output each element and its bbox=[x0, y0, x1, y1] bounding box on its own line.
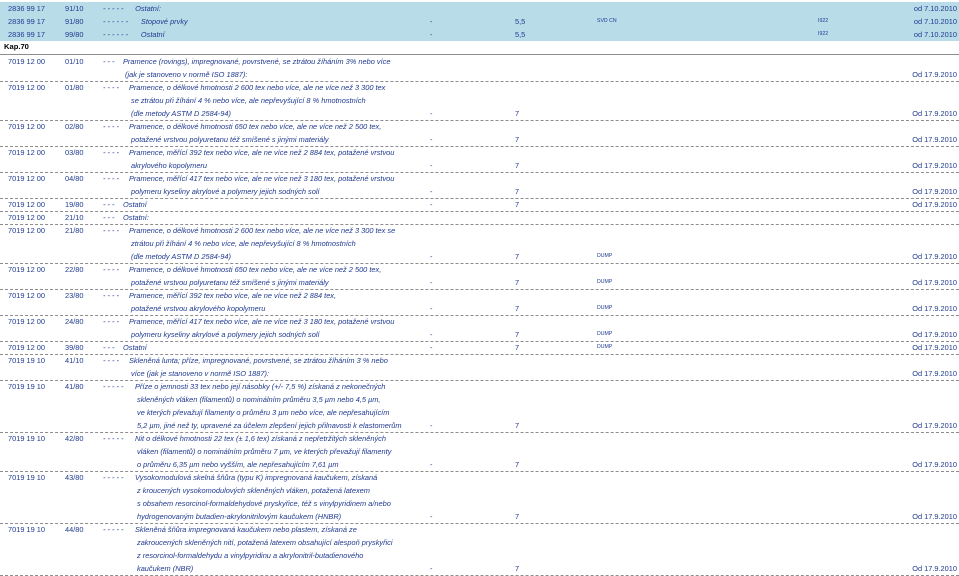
valid-from-date: od 7.10.2010 bbox=[913, 4, 957, 13]
description-text: Skleněná lunta; příze, impregnované, povrstvené, se ztrátou žíháním 3 % nebo bbox=[129, 356, 388, 365]
indent-dashes: - - - - - bbox=[103, 473, 124, 482]
duty-rate: 7 bbox=[515, 252, 520, 261]
description-text: 5,2 µm, jiné než ty, upravené za účelem zlepšení jejich přilnavosti k elastomerům bbox=[137, 421, 402, 430]
table-row bbox=[0, 211, 959, 224]
indent-dashes: - - - - bbox=[103, 291, 120, 300]
commodity-code: 7019 12 00 bbox=[8, 343, 45, 352]
duty-rate: 7 bbox=[515, 460, 520, 469]
rate-dash: - bbox=[430, 17, 433, 26]
indent-dashes: - - - bbox=[103, 213, 115, 222]
commodity-code: 7019 12 00 bbox=[8, 265, 45, 274]
duty-rate: 7 bbox=[515, 135, 520, 144]
duty-rate: 7 bbox=[515, 564, 520, 573]
valid-from-date: Od 17.9.2010 bbox=[912, 135, 957, 144]
rate-dash: - bbox=[430, 109, 433, 118]
indent-dashes: - - - - - - bbox=[103, 30, 129, 39]
commodity-code: 7019 19 10 bbox=[8, 525, 45, 534]
description-text: více (jak je stanoveno v normě ISO 1887): bbox=[131, 369, 270, 378]
taric-suffix: 43/80 bbox=[65, 473, 84, 482]
duty-rate: 5,5 bbox=[515, 30, 526, 39]
table-row bbox=[0, 367, 959, 380]
description-text: Pramence, měřící 417 tex nebo více, ale ne více než 3 180 tex, potažené vrstvou bbox=[129, 174, 395, 183]
table-row bbox=[0, 94, 959, 107]
table-row bbox=[0, 549, 959, 562]
rate-dash: - bbox=[430, 460, 433, 469]
indent-dashes: - - - - bbox=[103, 174, 120, 183]
header-row bbox=[0, 28, 959, 41]
rate-dash: - bbox=[430, 161, 433, 170]
valid-from-date: od 7.10.2010 bbox=[913, 17, 957, 26]
valid-from-date: Od 17.9.2010 bbox=[912, 304, 957, 313]
indent-dashes: - - - - - bbox=[103, 4, 124, 13]
taric-suffix: 91/80 bbox=[65, 17, 84, 26]
description-text: (dle metody ASTM D 2584-94) bbox=[131, 252, 231, 261]
indent-dashes: - - - - bbox=[103, 148, 120, 157]
taric-suffix: 22/80 bbox=[65, 265, 84, 274]
duty-rate: 7 bbox=[515, 512, 520, 521]
valid-from-date: Od 17.9.2010 bbox=[912, 70, 957, 79]
taric-suffix: 03/80 bbox=[65, 148, 84, 157]
commodity-code: 7019 12 00 bbox=[8, 148, 45, 157]
table-row bbox=[0, 445, 959, 458]
description-text: s obsahem resorcinol-formaldehydové pryskyřice, též s vinylpyridinem a/nebo bbox=[137, 499, 391, 508]
table-row bbox=[0, 133, 959, 146]
taric-suffix: 19/80 bbox=[65, 200, 84, 209]
description-text: ve kterých převažují filamenty o průměru 3 µm nebo více, ale nepřesahujícím bbox=[137, 408, 390, 417]
table-row bbox=[0, 497, 959, 510]
description-text: hydrogenovaným butadien-akrylonitrilovým kaučukem (HNBR) bbox=[137, 512, 342, 521]
table-row bbox=[0, 419, 959, 432]
table-row bbox=[0, 510, 959, 523]
valid-from-date: Od 17.9.2010 bbox=[912, 564, 957, 573]
indent-dashes: - - - - - - bbox=[103, 17, 129, 26]
taric-suffix: 39/80 bbox=[65, 343, 84, 352]
indent-dashes: - - - - bbox=[103, 317, 120, 326]
description-text: Ostatní: bbox=[123, 213, 149, 222]
indent-dashes: - - - bbox=[103, 57, 115, 66]
valid-from-date: Od 17.9.2010 bbox=[912, 460, 957, 469]
taric-suffix: 21/80 bbox=[65, 226, 84, 235]
table-row bbox=[0, 81, 959, 94]
table-row bbox=[0, 458, 959, 471]
description-text: potažené vrstvou polyuretanu též smíšené s jinými materiály bbox=[131, 278, 329, 287]
description-text: Pramence, měřící 392 tex nebo více, ale ne více než 2 884 tex, bbox=[129, 291, 337, 300]
commodity-code: 7019 12 00 bbox=[8, 122, 45, 131]
indent-dashes: - - - bbox=[103, 343, 115, 352]
taric-suffix: 91/10 bbox=[65, 4, 84, 13]
taric-suffix: 02/80 bbox=[65, 122, 84, 131]
indent-dashes: - - - - bbox=[103, 122, 120, 131]
commodity-code: 7019 19 10 bbox=[8, 473, 45, 482]
table-row bbox=[0, 354, 959, 367]
measure-tag: DUMP bbox=[597, 279, 613, 285]
rate-dash: - bbox=[430, 135, 433, 144]
table-row bbox=[0, 328, 959, 341]
duty-rate: 7 bbox=[515, 421, 520, 430]
table-row bbox=[0, 393, 959, 406]
commodity-code: 7019 12 00 bbox=[8, 174, 45, 183]
header-row bbox=[0, 15, 959, 28]
valid-from-date: Od 17.9.2010 bbox=[912, 278, 957, 287]
valid-from-date: Od 17.9.2010 bbox=[912, 187, 957, 196]
description-text: Ostatní: bbox=[135, 4, 161, 13]
table-row bbox=[0, 55, 959, 68]
description-text: o průměru 6,35 µm nebo vyšším, ale nepřesahujícím 7,61 µm bbox=[137, 460, 339, 469]
taric-suffix: 04/80 bbox=[65, 174, 84, 183]
description-text: kaučukem (NBR) bbox=[137, 564, 194, 573]
rate-dash: - bbox=[430, 421, 433, 430]
measure-tag: DUMP bbox=[597, 253, 613, 259]
valid-from-date: Od 17.9.2010 bbox=[912, 330, 957, 339]
indent-dashes: - - - - bbox=[103, 356, 120, 365]
description-text: Skleněná šňůra impregnovaná kaučukem nebo plastem, získaná ze bbox=[135, 525, 357, 534]
taric-suffix: 24/80 bbox=[65, 317, 84, 326]
valid-from-date: Od 17.9.2010 bbox=[912, 343, 957, 352]
table-row bbox=[0, 484, 959, 497]
description-text: Pramence, měřící 392 tex nebo více, ale ne více než 2 884 tex, potažené vrstvou bbox=[129, 148, 395, 157]
description-text: Pramence, o délkové hmotnosti 2 600 tex nebo více, ale ne více než 3 300 tex bbox=[129, 83, 386, 92]
taric-suffix: 41/10 bbox=[65, 356, 84, 365]
commodity-code: 7019 12 00 bbox=[8, 200, 45, 209]
indent-dashes: - - - bbox=[103, 200, 115, 209]
description-text: z kroucených vysokomodulových skleněných vláken, potažená latexem bbox=[137, 486, 370, 495]
table-row bbox=[0, 224, 959, 237]
table-row bbox=[0, 263, 959, 276]
measure-tag: DUMP bbox=[597, 331, 613, 337]
indent-dashes: - - - - - bbox=[103, 525, 124, 534]
table-row bbox=[0, 406, 959, 419]
commodity-code: 7019 19 10 bbox=[8, 434, 45, 443]
valid-from-date: Od 17.9.2010 bbox=[912, 200, 957, 209]
description-text: Pramence, o délkové hmotnosti 2 600 tex nebo více, ale ne více než 3 300 tex se bbox=[129, 226, 396, 235]
duty-rate: 7 bbox=[515, 109, 520, 118]
description-text: potažené vrstvou akrylového kopolymeru bbox=[131, 304, 266, 313]
commodity-code: 2836 99 17 bbox=[8, 17, 45, 26]
table-row bbox=[0, 185, 959, 198]
rate-dash: - bbox=[430, 30, 433, 39]
rate-dash: - bbox=[430, 278, 433, 287]
indent-dashes: - - - - - bbox=[103, 434, 124, 443]
duty-rate: 7 bbox=[515, 187, 520, 196]
valid-from-date: Od 17.9.2010 bbox=[912, 161, 957, 170]
description-text: (dle metody ASTM D 2584-94) bbox=[131, 109, 231, 118]
description-text: z resorcinol-formaldehydu a vinylpyridinu a akrylonitril-butadienového bbox=[137, 551, 364, 560]
table-row bbox=[0, 237, 959, 250]
taric-suffix: 41/80 bbox=[65, 382, 84, 391]
table-row bbox=[0, 315, 959, 328]
table-row bbox=[0, 341, 959, 354]
table-row bbox=[0, 276, 959, 289]
valid-from-date: Od 17.9.2010 bbox=[912, 109, 957, 118]
description-text: Vysokomodulová skelná šňůra (typu K) impregnovaná kaučukem, získaná bbox=[135, 473, 378, 482]
footnote-code: I922 bbox=[818, 18, 829, 24]
description-text: ztrátou při žíhání 4 % nebo více, ale nepřevyšující 8 % hmotnostních bbox=[131, 239, 356, 248]
description-text: akrylového kopolymeru bbox=[131, 161, 207, 170]
duty-rate: 7 bbox=[515, 330, 520, 339]
rate-dash: - bbox=[430, 187, 433, 196]
table-row bbox=[0, 198, 959, 211]
description-text: polymeru kyseliny akrylové a polymery jejich sodných solí bbox=[131, 187, 320, 196]
indent-dashes: - - - - - bbox=[103, 382, 124, 391]
table-row bbox=[0, 302, 959, 315]
description-text: Ostatní bbox=[123, 343, 147, 352]
commodity-code: 7019 12 00 bbox=[8, 213, 45, 222]
valid-from-date: od 7.10.2010 bbox=[913, 30, 957, 39]
commodity-code: 7019 12 00 bbox=[8, 57, 45, 66]
measure-tag: DUMP bbox=[597, 344, 613, 350]
description-text: Pramence, o délkové hmotnosti 650 tex nebo více, ale ne více než 2 500 tex, bbox=[129, 265, 382, 274]
description-text: potažené vrstvou polyuretanu též smíšené s jinými materiály bbox=[131, 135, 329, 144]
commodity-code: 7019 19 10 bbox=[8, 382, 45, 391]
table-row bbox=[0, 120, 959, 133]
table-row bbox=[0, 471, 959, 484]
table-row bbox=[0, 172, 959, 185]
description-text: Stopové prvky bbox=[140, 17, 188, 26]
valid-from-date: Od 17.9.2010 bbox=[912, 369, 957, 378]
duty-rate: 7 bbox=[515, 278, 520, 287]
description-text: se ztrátou při žíhání 4 % nebo více, ale nepřevyšující 8 % hmotnostních bbox=[131, 96, 366, 105]
description-text: Příze o jemnosti 33 tex nebo její násobky (+/- 7,5 %) získaná z nekonečných bbox=[135, 382, 386, 391]
description-text: Nit o délkové hmotnosti 22 tex (± 1,6 tex) získaná z nepřetržitých skleněných bbox=[135, 434, 386, 443]
table-row bbox=[0, 432, 959, 445]
commodity-code: 2836 99 17 bbox=[8, 30, 45, 39]
taric-suffix: 99/80 bbox=[65, 30, 84, 39]
table-row bbox=[0, 562, 959, 575]
rate-dash: - bbox=[430, 200, 433, 209]
table-row bbox=[0, 250, 959, 263]
description-text: polymeru kyseliny akrylové a polymery jejich sodných solí bbox=[131, 330, 320, 339]
measure-tag: DUMP bbox=[597, 305, 613, 311]
commodity-code: 7019 12 00 bbox=[8, 317, 45, 326]
duty-rate: 7 bbox=[515, 304, 520, 313]
table-row bbox=[0, 107, 959, 120]
table-row bbox=[0, 159, 959, 172]
description-text: (jak je stanoveno v normě ISO 1887): bbox=[125, 70, 248, 79]
valid-from-date: Od 17.9.2010 bbox=[912, 512, 957, 521]
description-text: Ostatní bbox=[123, 200, 147, 209]
rate-dash: - bbox=[430, 330, 433, 339]
taric-suffix: 44/80 bbox=[65, 525, 84, 534]
table-row bbox=[0, 68, 959, 81]
duty-rate: 7 bbox=[515, 200, 520, 209]
description-text: zakroucených skleněných nití, potažená latexem obsahující alespoň pryskyřici bbox=[137, 538, 393, 547]
description-text: Pramence, měřící 417 tex nebo více, ale ne více než 3 180 tex, potažené vrstvou bbox=[129, 317, 395, 326]
description-text: Pramence, o délkové hmotnosti 650 tex nebo více, ale ne více než 2 500 tex, bbox=[129, 122, 382, 131]
description-text: vláken (filamentů) o nominálním průměru 7 µm, ve kterých převažují filamenty bbox=[137, 447, 392, 456]
valid-from-date: Od 17.9.2010 bbox=[912, 421, 957, 430]
table-row bbox=[0, 523, 959, 536]
taric-suffix: 01/80 bbox=[65, 83, 84, 92]
description-text: skleněných vláken (filamentů) o nominálním průměru 3,5 µm nebo 4,5 µm, bbox=[137, 395, 381, 404]
table-row bbox=[0, 536, 959, 549]
taric-suffix: 42/80 bbox=[65, 434, 84, 443]
duty-rate: 5,5 bbox=[515, 17, 526, 26]
valid-from-date: Od 17.9.2010 bbox=[912, 252, 957, 261]
description-text: Pramence (rovings), impregnované, povrstvené, se ztrátou žíháním 3% nebo více bbox=[123, 57, 391, 66]
taric-suffix: 01/10 bbox=[65, 57, 84, 66]
footnote-code: I922 bbox=[818, 31, 829, 37]
table-row bbox=[0, 380, 959, 393]
rate-dash: - bbox=[430, 343, 433, 352]
duty-rate: 7 bbox=[515, 161, 520, 170]
duty-rate: 7 bbox=[515, 343, 520, 352]
indent-dashes: - - - - bbox=[103, 226, 120, 235]
commodity-code: 7019 12 00 bbox=[8, 226, 45, 235]
commodity-code: 7019 12 00 bbox=[8, 83, 45, 92]
table-row bbox=[0, 289, 959, 302]
measure-tag: SVD CN bbox=[597, 18, 617, 24]
commodity-code: 2836 99 17 bbox=[8, 4, 45, 13]
description-text: Ostatní bbox=[140, 30, 165, 39]
rate-dash: - bbox=[430, 304, 433, 313]
rate-dash: - bbox=[430, 252, 433, 261]
header-row bbox=[0, 2, 959, 15]
indent-dashes: - - - - bbox=[103, 83, 120, 92]
table-row bbox=[0, 146, 959, 159]
rate-dash: - bbox=[430, 564, 433, 573]
taric-suffix: 23/80 bbox=[65, 291, 84, 300]
commodity-code: 7019 19 10 bbox=[8, 356, 45, 365]
commodity-code: 7019 12 00 bbox=[8, 291, 45, 300]
taric-suffix: 21/10 bbox=[65, 213, 84, 222]
rate-dash: - bbox=[430, 512, 433, 521]
indent-dashes: - - - - bbox=[103, 265, 120, 274]
chapter-heading: Kap.70 bbox=[4, 42, 29, 51]
